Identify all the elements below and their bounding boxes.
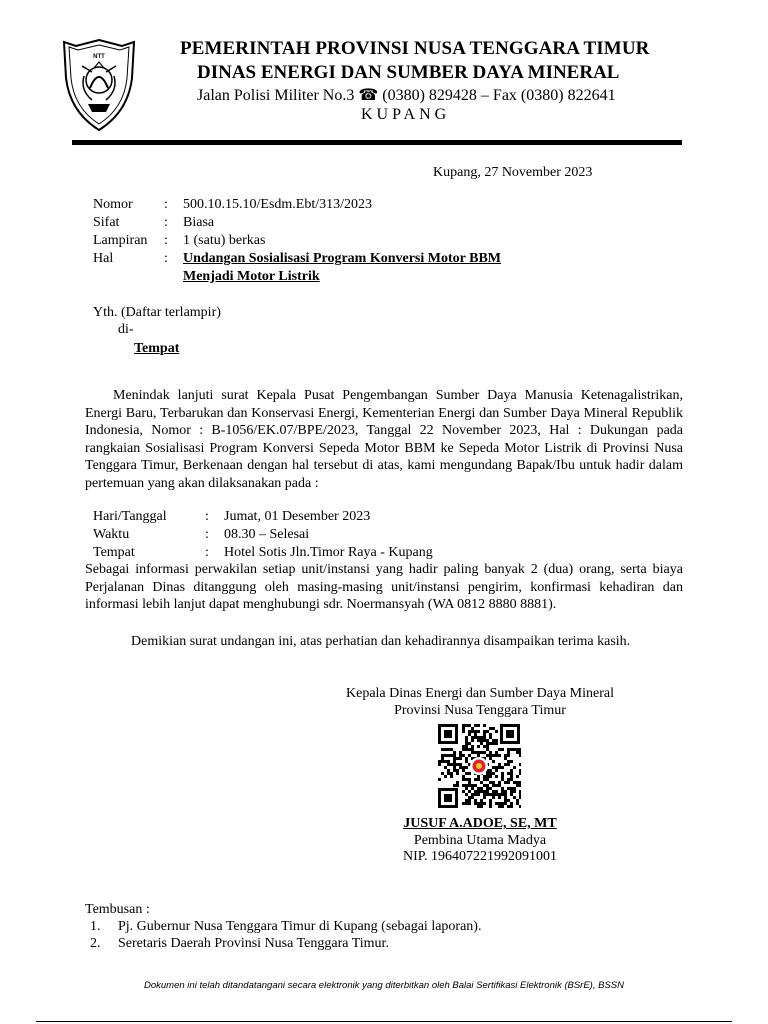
meta-sifat: [93, 215, 653, 233]
schedule-colon: :: [205, 509, 209, 524]
meta-lampiran: [93, 233, 653, 251]
phone-icon: ☎: [358, 87, 379, 104]
meta-hal-value-line2: Menjadi Motor Listrik: [183, 269, 320, 284]
svg-text:NTT: NTT: [93, 54, 105, 60]
tembusan-text: Seretaris Daerah Provinsi Nusa Tenggara Timur.: [118, 936, 389, 951]
signatory-nip: NIP. 196407221992091001: [402, 849, 557, 864]
schedule-label: Tempat: [93, 545, 135, 560]
meta-value: 500.10.15.10/Esdm.Ebt/313/2023: [183, 197, 372, 212]
meta-colon: :: [164, 233, 168, 248]
signatory-name: [320, 816, 640, 832]
meta-nomor: [93, 197, 653, 215]
letterhead-divider: [72, 140, 682, 145]
schedule-label: Hari/Tanggal: [93, 509, 167, 524]
meta-label: Nomor: [93, 197, 133, 212]
tembusan-num: 2.: [90, 936, 101, 951]
schedule-label: Waktu: [93, 527, 130, 542]
schedule-row: [93, 527, 653, 545]
schedule-colon: :: [205, 527, 209, 542]
tembusan-num: 1.: [90, 919, 101, 934]
tembusan-item: [90, 919, 590, 937]
meta-colon: :: [164, 251, 168, 266]
esign-footnote: Dokumen ini telah ditandatangani secara elektronik yang diterbitkan oleh Balai Sertifikasi Elektronik (BSrE), BSSN: [144, 980, 624, 991]
meta-label: Lampiran: [93, 233, 148, 248]
place-date: Kupang, 27 November 2023: [433, 165, 593, 180]
schedule-value: Jumat, 01 Desember 2023: [224, 509, 371, 524]
meta-label: Hal: [93, 251, 114, 266]
body-paragraph-1: Menindak lanjuti surat Kepala Pusat Pengembangan Sumber Daya Manusia Ketenagalistrikan, Energi Baru, Terbarukan dan Konservasi Energi, Kementerian Energi dan Sumber Daya Mineral Republik Indonesia, Nomor : B-1056/EK.07/BPE/2023, Tanggal 22 November 2023, Hal : Dukungan pada rangkaian Sosialisasi Program Konversi Sepeda Motor BBM ke Sepeda Motor Listrik di Provinsi Nusa Tenggara Timur, Berkenaan dengan hal tersebut di atas, kami mengundang Bapak/Ibu untuk hadir dalam pertemuan yang akan dilaksanakan pada :: [85, 388, 683, 491]
schedule-row: [93, 509, 653, 527]
letterhead-address: [197, 85, 616, 105]
letterhead-city: KUPANG: [361, 106, 451, 123]
address-prefix: Jalan Polisi Militer No.3: [197, 87, 359, 104]
qr-code-icon: [437, 723, 521, 809]
letterhead-line1: PEMERINTAH PROVINSI NUSA TENGGARA TIMUR: [180, 38, 650, 59]
addressee-yth: Yth. (Daftar terlampir): [93, 305, 221, 320]
meta-value: Biasa: [183, 215, 215, 230]
meta-value: 1 (satu) berkas: [183, 233, 266, 248]
body-paragraph-2: Sebagai informasi perwakilan setiap unit/instansi yang hadir paling banyak 2 (dua) orang, serta biaya Perjalanan Dinas ditanggung oleh masing-masing unit/instansi pengirim, konfirmasi kehadiran dan informasi lebih lanjut dapat menghubungi sdr. Noermansyah (WA 0812 8880 8881).: [85, 562, 683, 612]
schedule-value: 08.30 – Selesai: [224, 527, 310, 542]
meta-hal-value-line1: Undangan Sosialisasi Program Konversi Motor BBM: [183, 251, 502, 266]
tembusan-title: Tembusan :: [85, 902, 150, 917]
signature-title-line2: Provinsi Nusa Tenggara Timur: [394, 703, 566, 718]
body-paragraph-3: Demikian surat undangan ini, atas perhatian dan kehadirannya disampaikan terima kasih.: [131, 634, 631, 649]
footer-divider: [36, 1021, 732, 1022]
address-suffix: (0380) 829428 – Fax (0380) 822641: [378, 87, 616, 104]
signatory-name-text: JUSUF A.ADOE, SE, MT: [403, 816, 557, 831]
schedule-colon: :: [205, 545, 209, 560]
meta-hal: [93, 251, 653, 269]
meta-label: Sifat: [93, 215, 120, 230]
signatory-rank: Pembina Utama Madya: [413, 833, 547, 848]
meta-colon: :: [164, 215, 168, 230]
letterhead-line2: DINAS ENERGI DAN SUMBER DAYA MINERAL: [197, 62, 620, 83]
addressee-tempat: Tempat: [134, 341, 180, 356]
tembusan-item: [90, 936, 590, 954]
provincial-emblem-icon: [62, 38, 136, 132]
schedule-value: Hotel Sotis Jln.Timor Raya - Kupang: [224, 545, 433, 560]
tembusan-text: Pj. Gubernur Nusa Tenggara Timur di Kupang (sebagai laporan).: [118, 919, 482, 934]
addressee-di: di-: [118, 322, 134, 337]
meta-colon: :: [164, 197, 168, 212]
meta-hal-cont: [93, 269, 653, 287]
signature-title-line1: Kepala Dinas Energi dan Sumber Daya Mineral: [346, 686, 614, 701]
